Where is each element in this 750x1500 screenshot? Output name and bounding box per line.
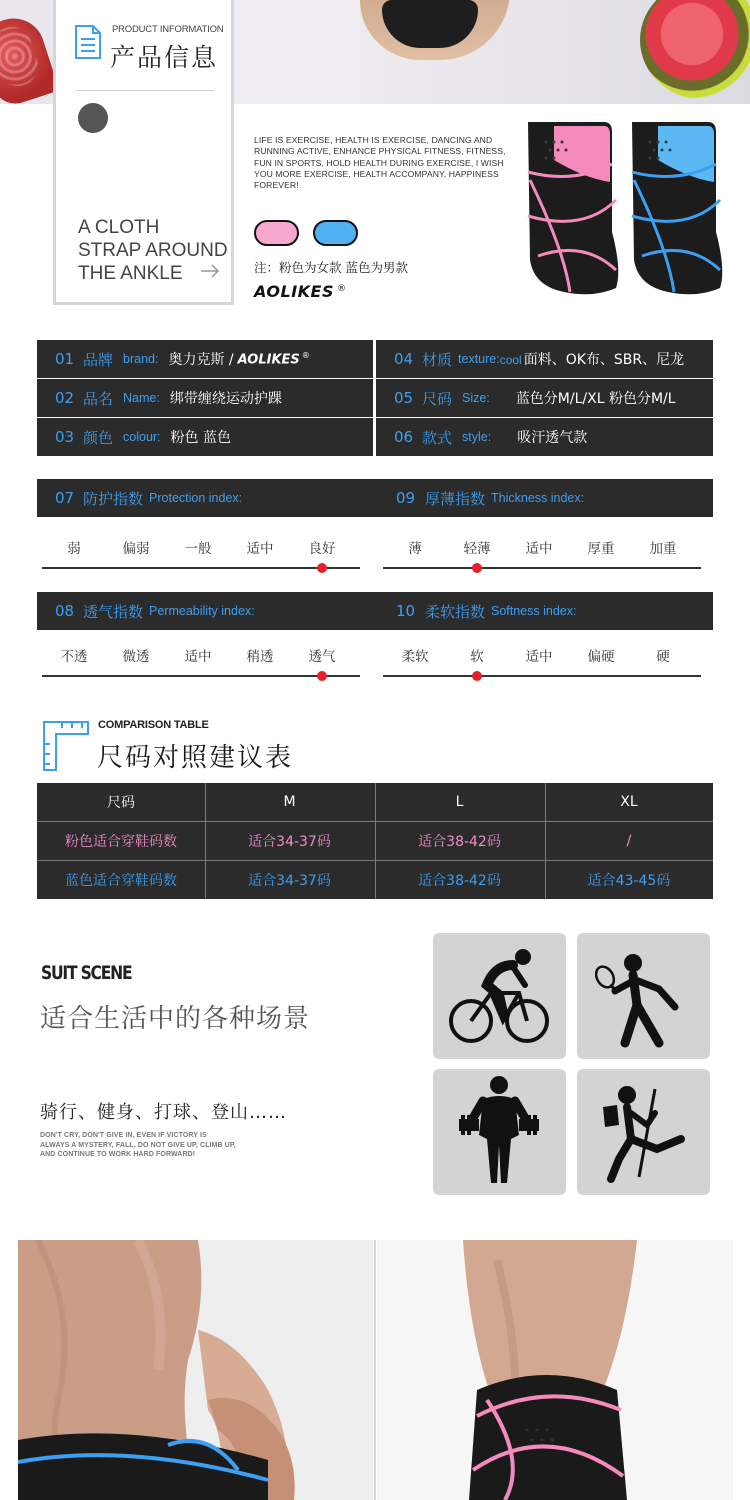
spec-label-en: brand:: [123, 352, 159, 366]
brand-logo-text: AOLIKES: [254, 282, 334, 301]
softness-index-scale: [383, 645, 701, 685]
motto-line: DON'T CRY, DON'T GIVE IN, EVEN IF VICTORY IS: [40, 1132, 207, 1139]
scene-tile-fitness: [433, 1069, 566, 1195]
cycling-icon: [433, 933, 566, 1059]
spec-value-text: 面料、OK布、SBR、尼龙: [523, 352, 685, 368]
spec-label: 品牌: [83, 350, 114, 369]
blue-color-swatch[interactable]: [313, 220, 358, 246]
spec-value: 粉色 蓝色: [170, 430, 231, 446]
suit-scene-subtitle: 适合生活中的各种场景: [40, 1004, 311, 1034]
table-cell: 适合34-37码: [248, 833, 331, 850]
scene-tile-tennis: [577, 933, 710, 1059]
brand-logo: [254, 282, 347, 301]
suit-scene-motto: [40, 1131, 236, 1160]
scene-tile-climbing: [577, 1069, 710, 1195]
table-header: 尺码: [107, 794, 135, 811]
index-label: 柔软指数: [425, 602, 486, 621]
index-label: 透气指数: [83, 602, 144, 621]
spec-size: [376, 379, 713, 417]
scale-level-label: 稍透: [246, 649, 274, 665]
spec-num: 04: [394, 350, 414, 368]
scale-marker: [472, 671, 482, 681]
registered-mark: ®: [337, 283, 347, 294]
table-header: M: [283, 793, 296, 810]
scale-marker: [317, 671, 327, 681]
scale-track: [383, 675, 701, 677]
scale-level-label: 适中: [184, 649, 212, 665]
table-cell: 适合43-45码: [587, 872, 671, 889]
leg-photo-left-illustration: [18, 1240, 373, 1500]
scale-level-label: 适中: [525, 649, 553, 665]
scale-level-label: 柔软: [401, 649, 429, 665]
pink-ankle-brace-image: [524, 120, 624, 295]
registered-mark: ®: [301, 350, 310, 360]
scale-level-label: 软: [470, 649, 484, 665]
decorative-dot: [78, 103, 108, 133]
index-num: 07: [55, 489, 75, 507]
index-num: 10: [396, 602, 416, 620]
table-divider: [545, 783, 546, 899]
size-comparison-table: [37, 783, 713, 899]
shoe-image-left: [0, 10, 59, 104]
fitness-icon: [433, 1069, 566, 1195]
tagline-line: STRAP AROUND: [78, 240, 228, 261]
scale-marker: [472, 563, 482, 573]
scale-level-label: 薄: [408, 541, 422, 557]
spec-label: 颜色: [83, 428, 114, 447]
scale-track: [42, 675, 360, 677]
table-header: L: [455, 793, 464, 810]
product-info-card: [53, 0, 234, 305]
shoe-image-right: [640, 0, 750, 100]
spec-num: 01: [55, 350, 75, 368]
spec-label-en: colour:: [123, 430, 161, 444]
spec-num: 05: [394, 389, 414, 407]
spec-label: 尺码: [422, 389, 453, 408]
index-label-en: Permeability index:: [149, 604, 255, 618]
brand-logo-small-text: AOLIKES: [237, 352, 300, 368]
spec-value: [500, 349, 684, 369]
scale-level-label: 不透: [60, 649, 88, 665]
spec-material: [376, 340, 713, 378]
comparison-subtitle: COMPARISON TABLE: [98, 719, 209, 731]
leg-photo-right-illustration: [377, 1240, 733, 1500]
table-cell: 适合38-42码: [418, 833, 501, 850]
spec-label-en: texture:: [458, 352, 500, 366]
scale-level-label: 轻薄: [463, 541, 491, 557]
table-cell: 适合34-37码: [248, 872, 331, 889]
cool-label: cool: [499, 353, 522, 367]
index-num: 08: [55, 602, 75, 620]
scale-level-label: 偏硬: [587, 649, 615, 665]
divider: [76, 90, 214, 91]
product-info-subtitle: PRODUCT INFORMATION: [112, 24, 224, 35]
spec-num: 03: [55, 428, 75, 446]
spec-value: 蓝色分M/L/XL 粉色分M/L: [515, 391, 676, 407]
table-divider: [375, 783, 376, 899]
scale-level-label: 良好: [308, 541, 336, 557]
spec-num: 02: [55, 389, 75, 407]
scale-level-label: 适中: [525, 541, 553, 557]
motto-line: AND CONTINUE TO WORK HARD FORWARD!: [40, 1151, 196, 1158]
product-info-title: 产品信息: [110, 43, 219, 72]
scale-track: [383, 567, 701, 569]
spec-style: [376, 418, 713, 456]
scale-level-label: 加重: [649, 541, 677, 557]
spec-value: 绑带缠绕运动护踝: [169, 391, 282, 407]
product-description: LIFE IS EXERCISE, HEALTH IS EXERCISE, DANCING AND RUNNING ACTIVE, ENHANCE PHYSICAL FITNESS, FITNESS, FUN IN SPORTS, HOLD HEALTH DURING EXERCISE, I WISH YOU MORE EXERCISE, HEALTH ACCOMPANY, HAPPINESS FOREVER!: [254, 135, 506, 191]
blue-ankle-brace-image: [628, 120, 728, 295]
spec-name: [37, 379, 373, 417]
scale-level-label: 适中: [246, 541, 274, 557]
ruler-icon: [42, 720, 90, 772]
spec-label-en: Size:: [462, 391, 490, 405]
spec-label: 款式: [422, 428, 453, 447]
spec-label: 品名: [83, 389, 114, 408]
document-icon: [74, 24, 102, 60]
pink-color-swatch[interactable]: [254, 220, 299, 246]
spec-label-en: style:: [462, 430, 492, 444]
index-label-en: Thickness index:: [491, 491, 585, 505]
spec-label: 材质: [422, 350, 453, 369]
tagline-line: A CLOTH: [78, 217, 160, 238]
tagline-line: THE ANKLE: [78, 263, 183, 284]
arrow-right-icon[interactable]: [200, 264, 220, 278]
brand-logo-small: [238, 351, 310, 367]
scale-level-label: 厚重: [587, 541, 615, 557]
thickness-index-scale: [383, 537, 701, 577]
spec-value: 奥力克斯 /: [168, 352, 234, 368]
spec-value: 吸汗透气款: [517, 430, 588, 446]
scale-level-label: 一般: [184, 541, 212, 557]
leg-photo-right: [377, 1240, 733, 1500]
index-num: 09: [396, 489, 416, 507]
scene-tile-cycling: [433, 933, 566, 1059]
table-cell: /: [626, 832, 632, 849]
suit-scene-title: SUIT SCENE: [41, 962, 132, 984]
table-header: XL: [620, 793, 638, 810]
index-header-row-2: [37, 592, 713, 630]
color-note: 注：粉色为女款 蓝色为男款: [254, 260, 408, 275]
row-label-blue: 蓝色适合穿鞋码数: [65, 872, 177, 889]
index-label-en: Softness index:: [491, 604, 577, 618]
photo-divider: [374, 1240, 376, 1500]
suit-scene-activities: 骑行、健身、打球、登山……: [40, 1102, 287, 1123]
spec-num: 06: [394, 428, 414, 446]
scale-level-label: 透气: [308, 649, 336, 665]
climbing-icon: [577, 1069, 710, 1195]
protection-index-scale: [42, 537, 360, 577]
index-label: 防护指数: [83, 489, 144, 508]
scale-level-label: 硬: [656, 649, 670, 665]
scale-level-label: 偏弱: [122, 541, 150, 557]
motto-line: ALWAYS A MYSTERY, FALL, DO NOT GIVE UP, CLIMB UP,: [40, 1141, 236, 1149]
row-label-pink: 粉色适合穿鞋码数: [65, 833, 177, 850]
hand-image: [360, 0, 510, 60]
scale-level-label: 微透: [122, 649, 150, 665]
scale-marker: [317, 563, 327, 573]
scale-level-label: 弱: [67, 541, 81, 557]
leg-photo-left: [18, 1240, 373, 1500]
index-label: 厚薄指数: [425, 489, 486, 508]
index-label-en: Protection index:: [149, 491, 243, 505]
table-cell: 适合38-42码: [418, 872, 501, 889]
index-header-row-1: [37, 479, 713, 517]
comparison-title: 尺码对照建议表: [97, 743, 294, 773]
table-divider: [205, 783, 206, 899]
permeability-index-scale: [42, 645, 360, 685]
spec-label-en: Name:: [123, 391, 160, 405]
tennis-icon: [577, 933, 710, 1059]
spec-brand: [37, 340, 373, 378]
spec-color: [37, 418, 373, 456]
scale-track: [42, 567, 360, 569]
